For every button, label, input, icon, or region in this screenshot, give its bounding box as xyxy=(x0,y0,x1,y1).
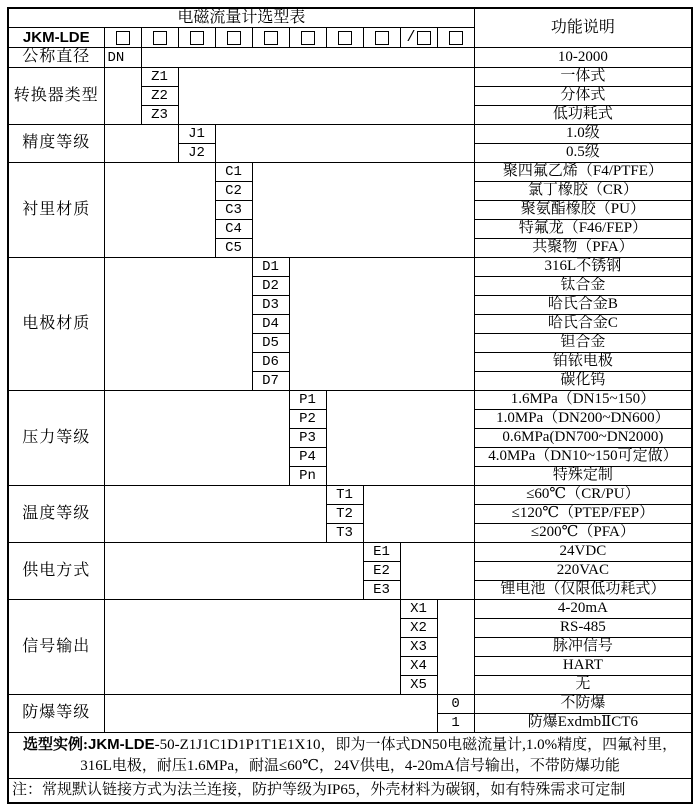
desc-x4: HART xyxy=(474,656,692,675)
example-line2: 316L电极，耐压1.6MPa，耐温≤60℃，24V供电，4-20mA信号输出，不带防爆功能 xyxy=(80,757,620,774)
checkbox-icon xyxy=(264,31,278,45)
desc-z1: 一体式 xyxy=(474,67,692,86)
checkbox-cell-2 xyxy=(141,28,178,48)
desc-fb0: 不防爆 xyxy=(474,694,692,713)
label-pressure-class: 压力等级 xyxy=(8,390,104,485)
empty-cell xyxy=(289,257,474,390)
desc-d1: 316L不锈钢 xyxy=(474,257,692,276)
desc-d3: 哈氏合金B xyxy=(474,295,692,314)
code-p1: P1 xyxy=(289,390,326,409)
desc-z2: 分体式 xyxy=(474,86,692,105)
code-t3: T3 xyxy=(326,523,363,542)
desc-j1: 1.0级 xyxy=(474,124,692,143)
desc-c2: 氯丁橡胶（CR） xyxy=(474,181,692,200)
empty-cell xyxy=(437,599,474,694)
code-z1: Z1 xyxy=(141,67,178,86)
code-j1: J1 xyxy=(178,124,215,143)
empty-cell xyxy=(104,390,289,485)
code-p3: P3 xyxy=(289,428,326,447)
desc-c5: 共聚物（PFA） xyxy=(474,238,692,257)
label-temperature-class: 温度等级 xyxy=(8,485,104,542)
checkbox-icon xyxy=(301,31,315,45)
code-c2: C2 xyxy=(215,181,252,200)
empty-cell xyxy=(400,542,474,599)
checkbox-cell-1 xyxy=(104,28,141,48)
empty-cell xyxy=(104,694,437,732)
slash-separator: / xyxy=(406,29,416,47)
label-explosion-proof-class: 防爆等级 xyxy=(8,694,104,732)
code-x1: X1 xyxy=(400,599,437,618)
empty-cell xyxy=(104,162,215,257)
desc-x1: 4-20mA xyxy=(474,599,692,618)
desc-d6: 铂铱电极 xyxy=(474,352,692,371)
checkbox-cell-9 xyxy=(400,28,437,48)
desc-x3: 脉冲信号 xyxy=(474,637,692,656)
code-z3: Z3 xyxy=(141,105,178,124)
checkbox-cell-7 xyxy=(326,28,363,48)
empty-cell xyxy=(104,257,252,390)
code-p4: P4 xyxy=(289,447,326,466)
checkbox-icon xyxy=(116,31,130,45)
code-d1: D1 xyxy=(252,257,289,276)
code-d7: D7 xyxy=(252,371,289,390)
code-z2: Z2 xyxy=(141,86,178,105)
desc-e3: 锂电池（仅限低功耗式） xyxy=(474,580,692,599)
desc-c4: 特氟龙（F46/FEP） xyxy=(474,219,692,238)
label-lining-material: 衬里材质 xyxy=(8,162,104,257)
checkbox-icon xyxy=(227,31,241,45)
desc-d2: 钛合金 xyxy=(474,276,692,295)
label-signal-output: 信号输出 xyxy=(8,599,104,694)
desc-d5: 钽合金 xyxy=(474,333,692,352)
label-nominal-diameter: 公称直径 xyxy=(8,48,104,67)
empty-cell xyxy=(104,485,326,542)
checkbox-icon xyxy=(153,31,167,45)
checkbox-cell-5 xyxy=(252,28,289,48)
desc-fb1: 防爆ExdmbⅡCT6 xyxy=(474,713,692,732)
label-converter-type: 转换器类型 xyxy=(8,67,104,124)
checkbox-icon xyxy=(375,31,389,45)
checkbox-cell-8 xyxy=(363,28,400,48)
checkbox-cell-4 xyxy=(215,28,252,48)
code-d2: D2 xyxy=(252,276,289,295)
code-d6: D6 xyxy=(252,352,289,371)
desc-dn: 10-2000 xyxy=(474,48,692,67)
desc-d7: 碳化钨 xyxy=(474,371,692,390)
code-d5: D5 xyxy=(252,333,289,352)
code-x5: X5 xyxy=(400,675,437,694)
code-fb1: 1 xyxy=(437,713,474,732)
empty-cell xyxy=(215,124,474,162)
checkbox-icon xyxy=(338,31,352,45)
code-t2: T2 xyxy=(326,504,363,523)
desc-d4: 哈氏合金C xyxy=(474,314,692,333)
code-x2: X2 xyxy=(400,618,437,637)
desc-pn: 特殊定制 xyxy=(474,466,692,485)
code-c4: C4 xyxy=(215,219,252,238)
label-accuracy-class: 精度等级 xyxy=(8,124,104,162)
code-j2: J2 xyxy=(178,143,215,162)
desc-t1: ≤60℃（CR/PU） xyxy=(474,485,692,504)
empty-cell xyxy=(178,67,474,124)
empty-cell xyxy=(104,599,400,694)
code-c3: C3 xyxy=(215,200,252,219)
desc-z3: 低功耗式 xyxy=(474,105,692,124)
code-pn: Pn xyxy=(289,466,326,485)
desc-p3: 0.6MPa(DN700~DN2000) xyxy=(474,428,692,447)
model-code-label: JKM-LDE xyxy=(8,28,104,48)
label-power-supply: 供电方式 xyxy=(8,542,104,599)
code-d4: D4 xyxy=(252,314,289,333)
code-e2: E2 xyxy=(363,561,400,580)
flowmeter-selection-table xyxy=(7,7,693,804)
desc-c1: 聚四氟乙烯（F4/PTFE） xyxy=(474,162,692,181)
checkbox-icon xyxy=(417,31,431,45)
desc-e1: 24VDC xyxy=(474,542,692,561)
code-t1: T1 xyxy=(326,485,363,504)
empty-cell xyxy=(104,542,363,599)
table-title: 电磁流量计选型表 xyxy=(8,8,474,28)
desc-t3: ≤200℃（PFA） xyxy=(474,523,692,542)
desc-x5: 无 xyxy=(474,675,692,694)
checkbox-icon xyxy=(190,31,204,45)
example-line1-rest: -50-Z1J1C1D1P1T1E1X10，即为一体式DN50电磁流量计,1.0%精度，四氟衬里， xyxy=(154,736,678,753)
example-prefix: 选型实例: xyxy=(22,736,88,753)
code-dn: DN xyxy=(104,48,141,67)
empty-cell xyxy=(104,67,141,124)
code-e1: E1 xyxy=(363,542,400,561)
empty-cell xyxy=(141,48,474,67)
desc-x2: RS-485 xyxy=(474,618,692,637)
desc-e2: 220VAC xyxy=(474,561,692,580)
empty-cell xyxy=(252,162,474,257)
desc-p4: 4.0MPa（DN10~150可定做） xyxy=(474,447,692,466)
function-column-header: 功能说明 xyxy=(474,8,692,48)
empty-cell xyxy=(363,485,474,542)
code-e3: E3 xyxy=(363,580,400,599)
desc-p1: 1.6MPa（DN15~150） xyxy=(474,390,692,409)
desc-c3: 聚氨酯橡胶（PU） xyxy=(474,200,692,219)
code-x3: X3 xyxy=(400,637,437,656)
footnote: 注：常规默认链接方式为法兰连接，防护等级为IP65，外壳材料为碳钢，如有特殊需求可定制 xyxy=(8,778,692,803)
code-d3: D3 xyxy=(252,295,289,314)
empty-cell xyxy=(104,124,178,162)
checkbox-icon xyxy=(449,31,463,45)
code-p2: P2 xyxy=(289,409,326,428)
code-x4: X4 xyxy=(400,656,437,675)
checkbox-cell-3 xyxy=(178,28,215,48)
code-c1: C1 xyxy=(215,162,252,181)
code-fb0: 0 xyxy=(437,694,474,713)
checkbox-cell-6 xyxy=(289,28,326,48)
desc-p2: 1.0MPa（DN200~DN600） xyxy=(474,409,692,428)
empty-cell xyxy=(326,390,474,485)
checkbox-cell-10 xyxy=(437,28,474,48)
desc-t2: ≤120℃（PTEP/FEP） xyxy=(474,504,692,523)
label-electrode-material: 电极材质 xyxy=(8,257,104,390)
selection-example xyxy=(8,732,692,778)
code-c5: C5 xyxy=(215,238,252,257)
desc-j2: 0.5级 xyxy=(474,143,692,162)
example-model: JKM-LDE xyxy=(87,735,155,753)
